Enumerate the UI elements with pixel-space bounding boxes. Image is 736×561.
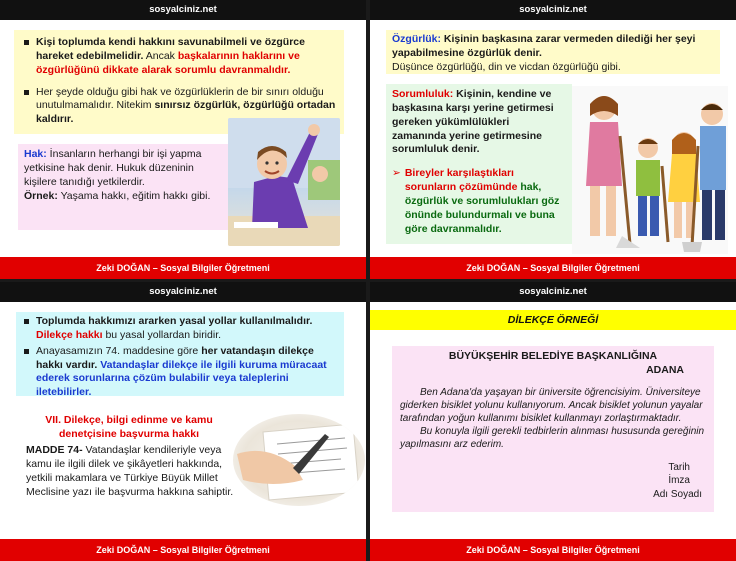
ozgurluk-definition: Kişinin başkasına zarar vermeden dilediği her şeyi yapabilmesine özgürlük denir. <box>392 33 696 59</box>
site-label: sosyalciniz.net <box>370 282 736 302</box>
sorumluluk-term: Sorumluluk: <box>392 88 454 100</box>
letter-paragraph-1: Ben Adana'da yaşayan bir üniversite öğrencisiyim. Üniversiteye giderken bisiklet yolunu kullanıyorum. Ancak bisiklet yolunun yayalar tarafından yoğun kullanımı bisiklet kullanmayı zorlaştırmaktadır. <box>400 386 703 424</box>
ozgurluk-example: Düşünce özgürlüğü, din ve vicdan özgürlüğü gibi. <box>392 60 621 73</box>
sorumluluk-definition-box <box>386 84 572 244</box>
madde-74-text: MADDE 74- Vatandaşlar kendileriyle veya kamu ile ilgili dilek ve şikâyetleri hakkında, yetkili makamlara ve Türkiye Büyük Millet Meclisine yazı ile başvurma hakkına sahiptir. <box>26 444 234 498</box>
hak-term: Hak: <box>24 148 47 160</box>
student-illustration <box>228 118 340 246</box>
student-raising-hand-image <box>228 118 340 246</box>
family-cleaning-image <box>572 86 728 254</box>
sign-imza: İmza <box>668 475 690 487</box>
arrow-bullet-icon: ➢ <box>392 167 401 180</box>
site-label: sosyalciniz.net <box>370 0 736 20</box>
slide-1 <box>0 0 366 279</box>
hand-writing-image <box>233 414 365 506</box>
addressee-line-1: BÜYÜKŞEHİR BELEDİYE BAŞKANLIĞINA <box>448 350 658 362</box>
bireyler-note: ➢ Bireyler karşılaştıkları sorunların çözümünde hak, özgürlük ve sorumlulukları göz önünde bulundurmalı ve buna göre davranmalıdır. <box>392 167 560 235</box>
ozgurluk-definition-box <box>386 30 720 74</box>
site-label: sosyalciniz.net <box>0 0 366 20</box>
sorumluluk-definition: Kişinin, kendine ve başkasına karşı yerine getirmesi gereken yükümlülükleri zamanında yerine getirmesine sorumluluk denir. <box>392 88 554 156</box>
ornek-label: Örnek: <box>24 189 58 202</box>
petition-right-bullets-box <box>16 312 344 399</box>
site-label: sosyalciniz.net <box>0 282 366 302</box>
constitution-section-title: VII. Dilekçe, bilgi edinme ve kamu denetçisine başvurma hakkı <box>45 414 213 440</box>
writing-illustration <box>233 414 365 506</box>
madde-label: MADDE 74- <box>26 444 83 456</box>
slide-3 <box>0 282 366 561</box>
signature-block <box>400 461 706 502</box>
hak-definition-box <box>18 144 228 230</box>
bullet-legal-ways: Toplumda hakkımızı ararken yasal yollar kullanılmalıdır. Dilekçe hakkı bu yasal yollardan biridir. <box>22 315 338 343</box>
addressee-line-2: ADANA <box>646 363 684 376</box>
footer-label: Zeki DOĞAN – Sosyal Bilgiler Öğretmeni <box>370 539 736 561</box>
footer-label: Zeki DOĞAN – Sosyal Bilgiler Öğretmeni <box>370 257 736 279</box>
bullet-limits-of-freedom: Her şeyde olduğu gibi hak ve özgürlüklerin de bir sınırı olduğu unutulmamalıdır. Nitekim sınırsız özgürlük, özgürlüğü ortadan kaldırır. <box>22 86 336 128</box>
footer-label: Zeki DOĞAN – Sosyal Bilgiler Öğretmeni <box>0 257 366 279</box>
petition-example-heading: DİLEKÇE ÖRNEĞİ <box>370 310 736 330</box>
ozgurluk-term: Özgürlük: <box>392 33 441 45</box>
hak-definition: İnsanların herhangi bir işi yapma yetkisine hak denir. Hukuk düzeninin kişilere tanıdığı yetkilerdir. <box>24 148 202 188</box>
sign-name: Adı Soyadı <box>653 488 702 500</box>
footer-label: Zeki DOĞAN – Sosyal Bilgiler Öğretmeni <box>0 539 366 561</box>
slide-2 <box>370 0 736 279</box>
ornek-text: Yaşama hakkı, eğitim hakkı gibi. <box>57 189 211 202</box>
slide-4 <box>370 282 736 561</box>
petition-letter-box <box>392 346 714 512</box>
sign-date: Tarih <box>668 461 690 473</box>
letter-paragraph-2: Bu konuyla ilgili gerekli tedbirlerin alınması hususunda gereğinin yapılmasını arz ederim. <box>400 425 705 450</box>
family-illustration <box>572 86 728 254</box>
bullet-article-74: Anayasamızın 74. maddesine göre her vatandaşın dilekçe hakkı vardır. Vatandaşlar dilekçe ile ilgili kuruma müracaat ederek sorunlarına çözüm bulabilir veya taleplerini iletebilirler. <box>22 345 338 400</box>
bullet-defend-rights: Kişi toplumda kendi hakkını savunabilmeli ve özgürce hareket edebilmelidir. Ancak başkalarının haklarını ve özgürlüğünü dikkate alarak sorumlu davranmalıdır. <box>22 36 336 78</box>
